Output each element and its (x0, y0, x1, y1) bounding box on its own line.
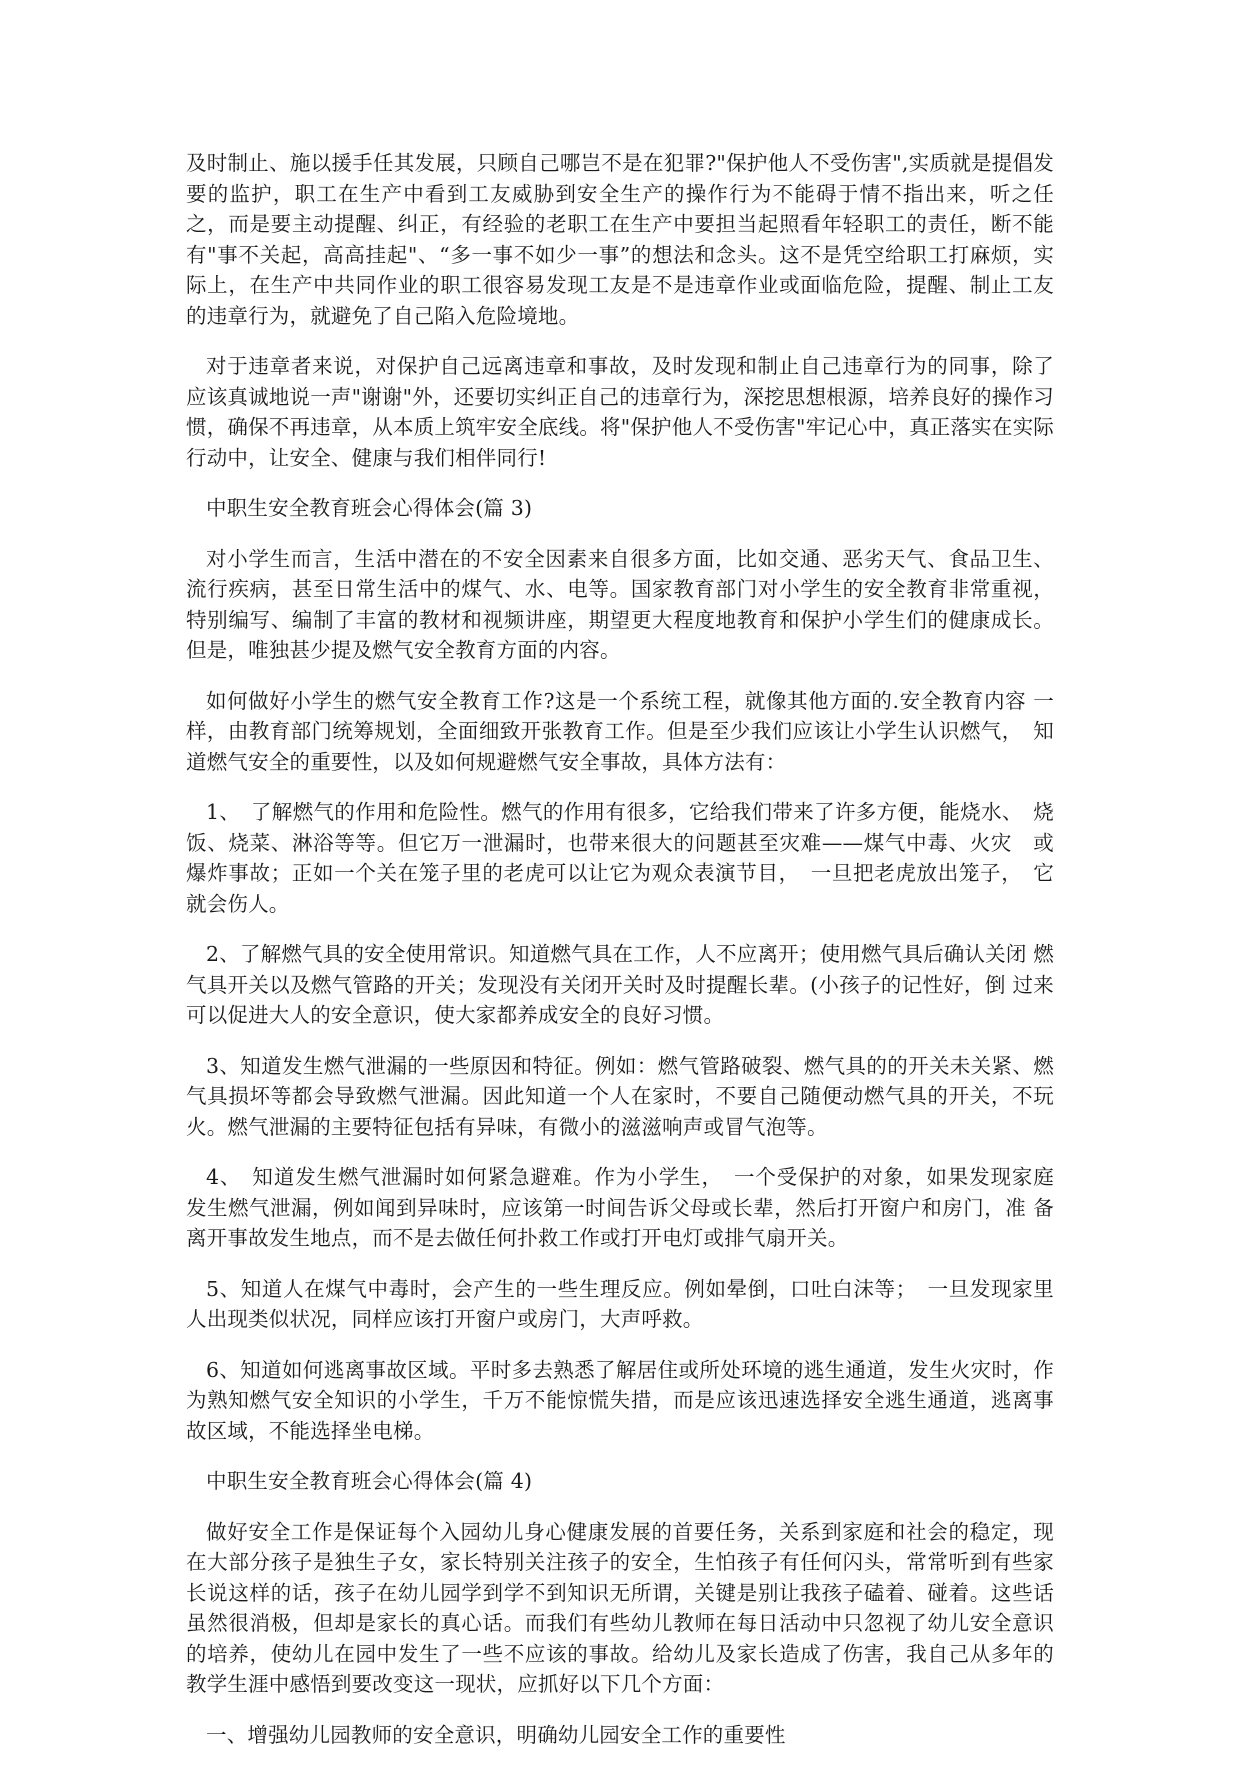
paragraph-3: 对小学生而言，生活中潜在的不安全因素来自很多方面，比如交通、恶劣天气、食品卫生、流行疾病，甚至日常生活中的煤气、水、电等。国家教育部门对小学生的安全教育非常重视，特别编写、编制了丰富的教材和视频讲座，期望更大程度地教育和保护小学生们的健康成长。但是，唯独甚少提及燃气安全教育方面的内容。 (186, 546, 1054, 662)
list-item-1: 1、 了解燃气的作用和危险性。燃气的作用有很多，它给我们带来了许多方便，能烧水、 烧饭、烧菜、淋浴等等。但它万一泄漏时，也带来很大的问题甚至灾难——煤气中毒、火灾 或爆炸事故；正如一个关在笼子里的老虎可以让它为观众表演节目， 一旦把老虎放出笼子， 它就会伤人。 (186, 800, 1054, 916)
list-item-2: 2、了解燃气具的安全使用常识。知道燃气具在工作，人不应离开；使用燃气具后确认关闭 燃气具开关以及燃气管路的开关；发现没有关闭开关时及时提醒长辈。(小孩子的记性好，倒 过来可以促进大人的安全意识，使大家都养成安全的良好习惯。 (186, 942, 1054, 1027)
list-item-3: 3、知道发生燃气泄漏的一些原因和特征。例如：燃气管路破裂、燃气具的的开关未关紧、燃气具损坏等都会导致燃气泄漏。因此知道一个人在家时，不要自己随便动燃气具的开关，不玩火。燃气泄漏的主要特征包括有异味，有微小的滋滋响声或冒气泡等。 (186, 1053, 1054, 1139)
paragraph-5: 做好安全工作是保证每个入园幼儿身心健康发展的首要任务，关系到家庭和社会的稳定，现在大部分孩子是独生子女，家长特别关注孩子的安全，生怕孩子有任何闪头，常常听到有些家长说这样的话，孩子在幼儿园学到学不到知识无所谓，关键是别让我孩子磕着、碰着。这些话虽然很消极，但却是家长的真心话。而我们有些幼儿教师在每日活动中只忽视了幼儿安全意识的培养，使幼儿在园中发生了一些不应该的事故。给幼儿及家长造成了伤害，我自己从多年的教学生涯中感悟到要改变这一现状，应抓好以下几个方面： (186, 1519, 1054, 1696)
paragraph-1: 及时制止、施以援手任其发展，只顾自己哪岂不是在犯罪?"保护他人不受伤害",实质就是提倡发要的监护，职工在生产中看到工友威胁到安全生产的操作行为不能碍于情不指出来，听之任之，而是要主动提醒、纠正，有经验的老职工在生产中要担当起照看年轻职工的责任，断不能有"事不关起，高高挂起"、“多一事不如少一事”的想法和念头。这不是凭空给职工打麻烦，实际上，在生产中共同作业的职工很容易发现工友是不是违章作业或面临危险，提醒、制止工友的违章行为，就避免了自己陷入危险境地。 (186, 151, 1054, 328)
paragraph-6: 一、增强幼儿园教师的安全意识，明确幼儿园安全工作的重要性 (206, 1722, 786, 1747)
paragraph-4: 如何做好小学生的燃气安全教育工作?这是一个系统工程，就像其他方面的.安全教育内容 一样，由教育部门统筹规划，全面细致开张教育工作。但是至少我们应该让小学生认识燃气， 知道燃气安全的重要性，以及如何规避燃气安全事故，具体方法有： (186, 688, 1054, 774)
section-heading-4: 中职生安全教育班会心得体会(篇 4) (206, 1469, 533, 1493)
document-body (186, 148, 1054, 1770)
list-item-6: 6、知道如何逃离事故区域。平时多去熟悉了解居住或所处环境的逃生通道，发生火灾时，作为熟知燃气安全知识的小学生，千万不能惊慌失措，而是应该迅速选择安全逃生通道，逃离事故区域，不能选择坐电梯。 (186, 1357, 1054, 1443)
paragraph-2: 对于违章者来说，对保护自己远离违章和事故，及时发现和制止自己违章行为的同事，除了应该真诚地说一声"谢谢"外，还要切实纠正自己的违章行为，深挖思想根源，培养良好的操作习惯，确保不再违章，从本质上筑牢安全底线。将"保护他人不受伤害"牢记心中，真正落实在实际行动中，让安全、健康与我们相伴同行! (186, 354, 1054, 470)
list-item-5: 5、知道人在煤气中毒时，会产生的一些生理反应。例如晕倒，口吐白沫等； 一旦发现家里 人出现类似状况，同样应该打开窗户或房门，大声呼救。 (186, 1276, 1054, 1331)
list-item-4: 4、 知道发生燃气泄漏时如何紧急避难。作为小学生， 一个受保护的对象，如果发现家庭 发生燃气泄漏，例如闻到异味时，应该第一时间告诉父母或长辈，然后打开窗户和房门，准 备离开事故发生地点，而不是去做任何扑救工作或打开电灯或排气扇开关。 (186, 1165, 1054, 1250)
section-heading-3: 中职生安全教育班会心得体会(篇 3) (206, 496, 533, 520)
